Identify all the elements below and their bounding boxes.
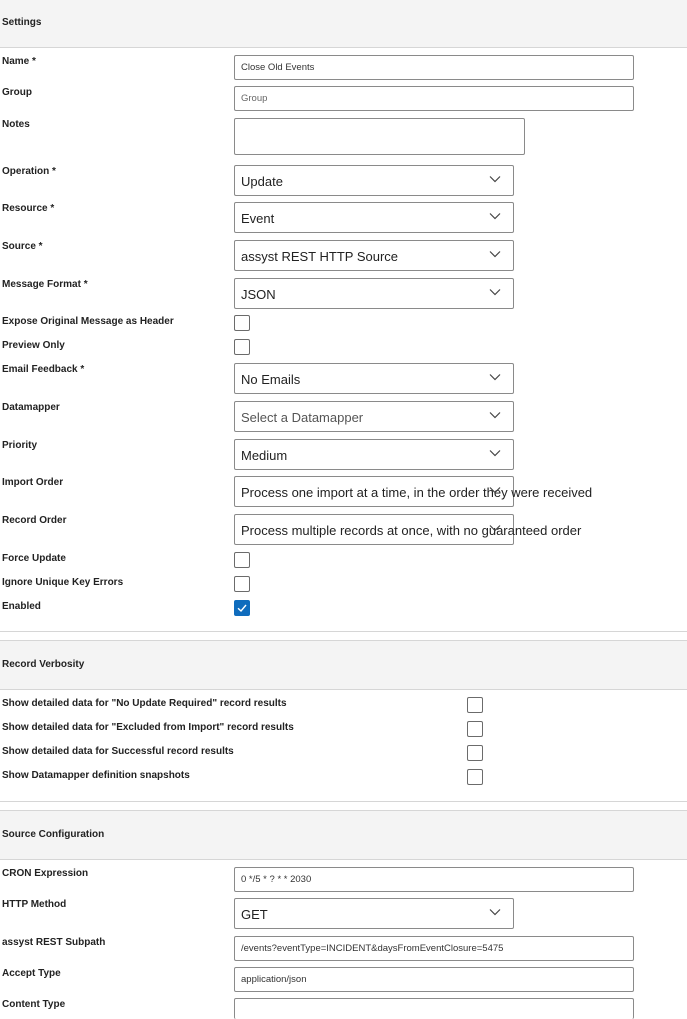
message-format-label: Message Format * [2, 279, 88, 290]
no-update-checkbox[interactable] [467, 697, 483, 713]
http-method-value: GET [241, 907, 268, 922]
cron-label: CRON Expression [2, 868, 89, 879]
source-label: Source * [2, 241, 43, 252]
successful-checkbox[interactable] [467, 745, 483, 761]
message-format-value: JSON [241, 287, 276, 302]
enabled-checkbox[interactable] [234, 600, 250, 616]
cron-input[interactable] [234, 867, 634, 892]
snapshots-checkbox[interactable] [467, 769, 483, 785]
chevron-down-icon [489, 175, 501, 183]
email-feedback-select[interactable] [234, 363, 514, 394]
expose-header-checkbox[interactable] [234, 315, 250, 331]
force-update-checkbox[interactable] [234, 552, 250, 568]
http-method-label: HTTP Method [2, 899, 67, 910]
excluded-checkbox[interactable] [467, 721, 483, 737]
force-update-label: Force Update [2, 553, 66, 564]
notes-textarea[interactable] [234, 118, 525, 155]
chevron-down-icon [489, 524, 501, 532]
resource-select[interactable] [234, 202, 514, 233]
record-order-label: Record Order [2, 515, 67, 526]
settings-section-header [0, 0, 687, 48]
successful-label: Show detailed data for Successful record results [2, 746, 234, 757]
section-divider [0, 631, 687, 632]
checkmark-icon [237, 603, 247, 613]
excluded-label: Show detailed data for "Excluded from Import" record results [2, 722, 294, 733]
chevron-down-icon [489, 486, 501, 494]
operation-label: Operation * [2, 166, 56, 177]
no-update-label: Show detailed data for "No Update Required" record results [2, 698, 287, 709]
email-feedback-value: No Emails [241, 372, 301, 387]
priority-value: Medium [241, 448, 288, 463]
resource-value: Event [241, 211, 275, 226]
expose-header-label: Expose Original Message as Header [2, 316, 174, 327]
record-order-value: Process multiple records at once, with no guaranteed order [241, 523, 582, 538]
chevron-down-icon [489, 373, 501, 381]
source-value: assyst REST HTTP Source [241, 249, 399, 264]
content-type-input[interactable] [234, 998, 634, 1019]
chevron-down-icon [489, 212, 501, 220]
record-verbosity-title: Record Verbosity [2, 659, 85, 670]
datamapper-placeholder: Select a Datamapper [241, 410, 364, 425]
resource-label: Resource * [2, 203, 55, 214]
ignore-unique-label: Ignore Unique Key Errors [2, 577, 124, 588]
subpath-label: assyst REST Subpath [2, 937, 106, 948]
enabled-label: Enabled [2, 601, 41, 612]
datamapper-label: Datamapper [2, 402, 60, 413]
notes-label: Notes [2, 119, 30, 130]
accept-type-label: Accept Type [2, 968, 61, 979]
chevron-down-icon [489, 288, 501, 296]
operation-value: Update [241, 174, 283, 189]
import-order-select[interactable] [234, 476, 593, 507]
name-label: Name * [2, 56, 36, 67]
import-order-label: Import Order [2, 477, 64, 488]
accept-type-input[interactable] [234, 967, 634, 992]
ignore-unique-checkbox[interactable] [234, 576, 250, 592]
source-config-title: Source Configuration [2, 829, 105, 840]
record-order-select[interactable] [234, 514, 582, 545]
chevron-down-icon [489, 250, 501, 258]
datamapper-select[interactable] [234, 401, 514, 432]
http-method-select[interactable] [234, 898, 514, 929]
subpath-input[interactable] [234, 936, 634, 961]
chevron-down-icon [489, 908, 501, 916]
chevron-down-icon [489, 411, 501, 419]
preview-only-label: Preview Only [2, 340, 65, 351]
operation-select[interactable] [234, 165, 514, 196]
preview-only-checkbox[interactable] [234, 339, 250, 355]
name-input[interactable] [234, 55, 634, 80]
section-divider [0, 801, 687, 802]
settings-header-title: Settings [2, 17, 42, 28]
email-feedback-label: Email Feedback * [2, 364, 85, 375]
record-verbosity-header [0, 640, 687, 690]
chevron-down-icon [489, 449, 501, 457]
group-label: Group [2, 87, 32, 98]
content-type-label: Content Type [2, 999, 66, 1010]
group-input[interactable] [234, 86, 634, 111]
import-order-value: Process one import at a time, in the order they were received [241, 485, 593, 500]
priority-label: Priority [2, 440, 38, 451]
source-config-header [0, 810, 687, 860]
snapshots-label: Show Datamapper definition snapshots [2, 770, 190, 781]
message-format-select[interactable] [234, 278, 514, 309]
source-select[interactable] [234, 240, 514, 271]
priority-select[interactable] [234, 439, 514, 470]
